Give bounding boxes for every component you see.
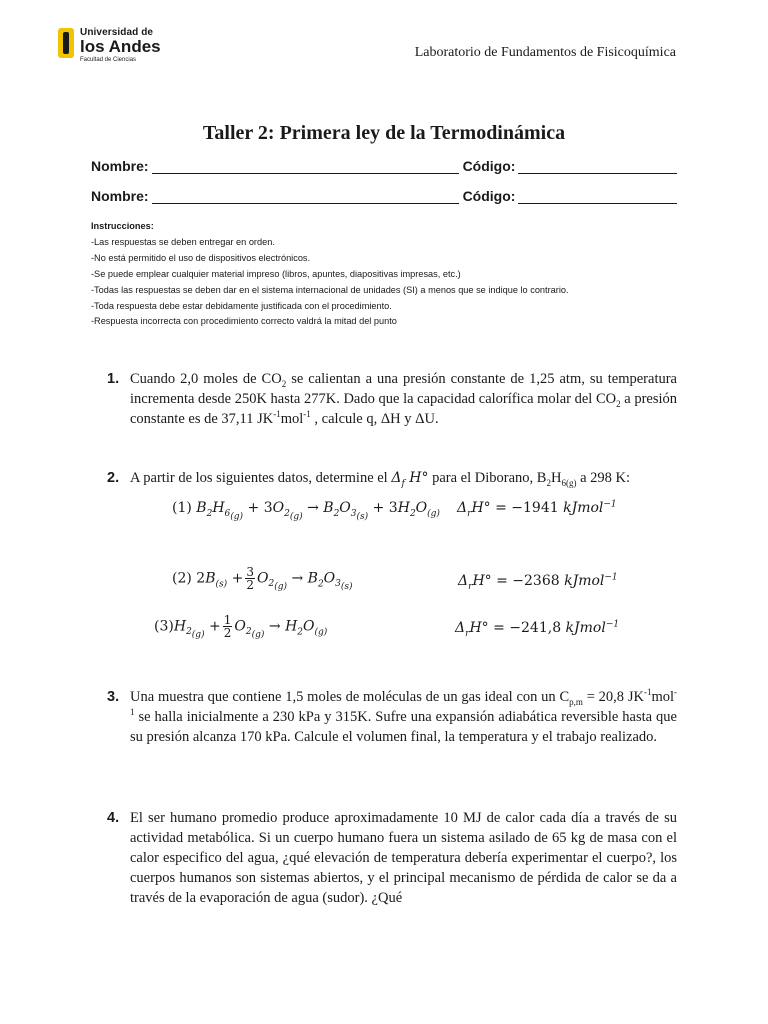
instruction-item: -Todas las respuestas se deben dar en el sistema internacional de unidades (SI) a menos que se indique lo contrario. — [91, 284, 569, 295]
logo-line-1: Universidad de — [80, 27, 154, 38]
logo-text — [80, 28, 161, 63]
code-blank-line — [518, 190, 677, 204]
code-label: Código: — [462, 188, 516, 204]
question-3 — [107, 687, 677, 747]
instruction-item: -Toda respuesta debe estar debidamente justificada con el procedimiento. — [91, 300, 392, 311]
reaction-equation-3: $(3)H_{2_{(g)}}$ + $\frac{1}{2}$ $O_{2_{(g)}} \to H_2O_{(g)}$ — [154, 613, 328, 641]
name-code-row-1 — [91, 158, 677, 174]
instruction-item: -Se puede emplear cualquier material impreso (libros, apuntes, diapositivas impresas, etc.) — [91, 268, 461, 279]
instruction-item: -Respuesta incorrecta con procedimiento correcto valdrá la mitad del punto — [91, 316, 397, 327]
enthalpy-value-3: $\Delta_rH^\circ = -241,8$ kJmol$^{-1}$ — [455, 619, 620, 639]
question-4 — [107, 808, 677, 908]
name-code-row-2 — [91, 188, 677, 204]
name-label: Nombre: — [91, 158, 149, 174]
question-number: 4. — [107, 810, 120, 826]
question-text: Cuando 2,0 moles de $CO_2$ se calientan a una presión constante de 1,25 atm, su temperatura incrementa desde 250K hasta 277K. Dado que la capacidad calorífica molar del $CO_2$ a presión constante es de 37,11 $JK^{-1}mol^{-1}$ , calcule q, ΔH y ΔU. — [130, 371, 678, 427]
enthalpy-value-1: $\Delta_rH^\circ = -1941$ kJmol$^{-1}$ — [457, 499, 617, 519]
question-text: Una muestra que contiene 1,5 moles de moléculas de un gas ideal con un $C_{p,m} = 20,8$ $JK^{-1}mol^{-1}$ se halla inicialmente a 230 kPa y 315K. Sufre una expansión adiabática reversible hasta que su presión alcanza 170 kPa. Calcule el volumen final, la temperatura y el trabajo realizado. — [130, 687, 678, 745]
instructions-heading: Instrucciones: — [91, 221, 154, 231]
name-blank-line — [152, 190, 459, 204]
question-number: 2. — [107, 470, 120, 486]
university-logo — [58, 28, 161, 68]
question-1 — [107, 369, 677, 429]
lab-title: Laboratorio de Fundamentos de Fisicoquímica — [414, 45, 676, 60]
question-2 — [107, 468, 677, 488]
code-label: Código: — [462, 158, 516, 174]
question-text: A partir de los siguientes datos, determine el $\Delta_f$ H° para el Diborano, $B_2H_{6(g)}$ a 298 K: — [130, 470, 631, 489]
enthalpy-value-2: $\Delta_rH^\circ = -2368$ kJmol$^{-1}$ — [458, 572, 618, 592]
instruction-item: -No está permitido el uso de dispositivos electrónicos. — [91, 252, 311, 263]
logo-line-3: Facultad de Ciencias — [80, 57, 137, 63]
instruction-item: -Las respuestas se deben entregar en orden. — [91, 236, 275, 247]
document-title: Taller 2: Primera ley de la Termodinámica — [202, 122, 566, 144]
name-label: Nombre: — [91, 188, 149, 204]
code-blank-line — [518, 160, 677, 174]
logo-line-2: los Andes — [80, 37, 161, 56]
question-text: El ser humano promedio produce aproximadamente 10 MJ de calor cada día a través de su actividad metabólica. Si un cuerpo humano fuera un sistema asilado de 65 kg de masa con el calor especifico del agua, ¿qué elevación de temperatura debería experimentar el cuerpo?, los cuerpos humanos son sistemas abiertos, y el principal mecanismo de pérdida de calor se da a través de la evaporación de agua (sudor). ¿Qué — [130, 810, 677, 906]
reaction-equation-2: (2) $2B_{(s)}$ + $\frac{3}{2}$ $O_{2_{(g)}} \to B_2O_{3_{(s)}}$ — [172, 565, 353, 593]
reaction-equation-1: (1) $B_2H_{6_{(g)}} + 3O_{2_{(g)}} \to B_2O_{3_{(s)}} + 3H_2O_{(g)}$ — [172, 500, 440, 522]
question-number: 3. — [107, 689, 120, 705]
instructions-block — [91, 219, 691, 330]
name-blank-line — [152, 160, 459, 174]
question-number: 1. — [107, 371, 120, 387]
logo-emblem-icon — [58, 28, 74, 58]
